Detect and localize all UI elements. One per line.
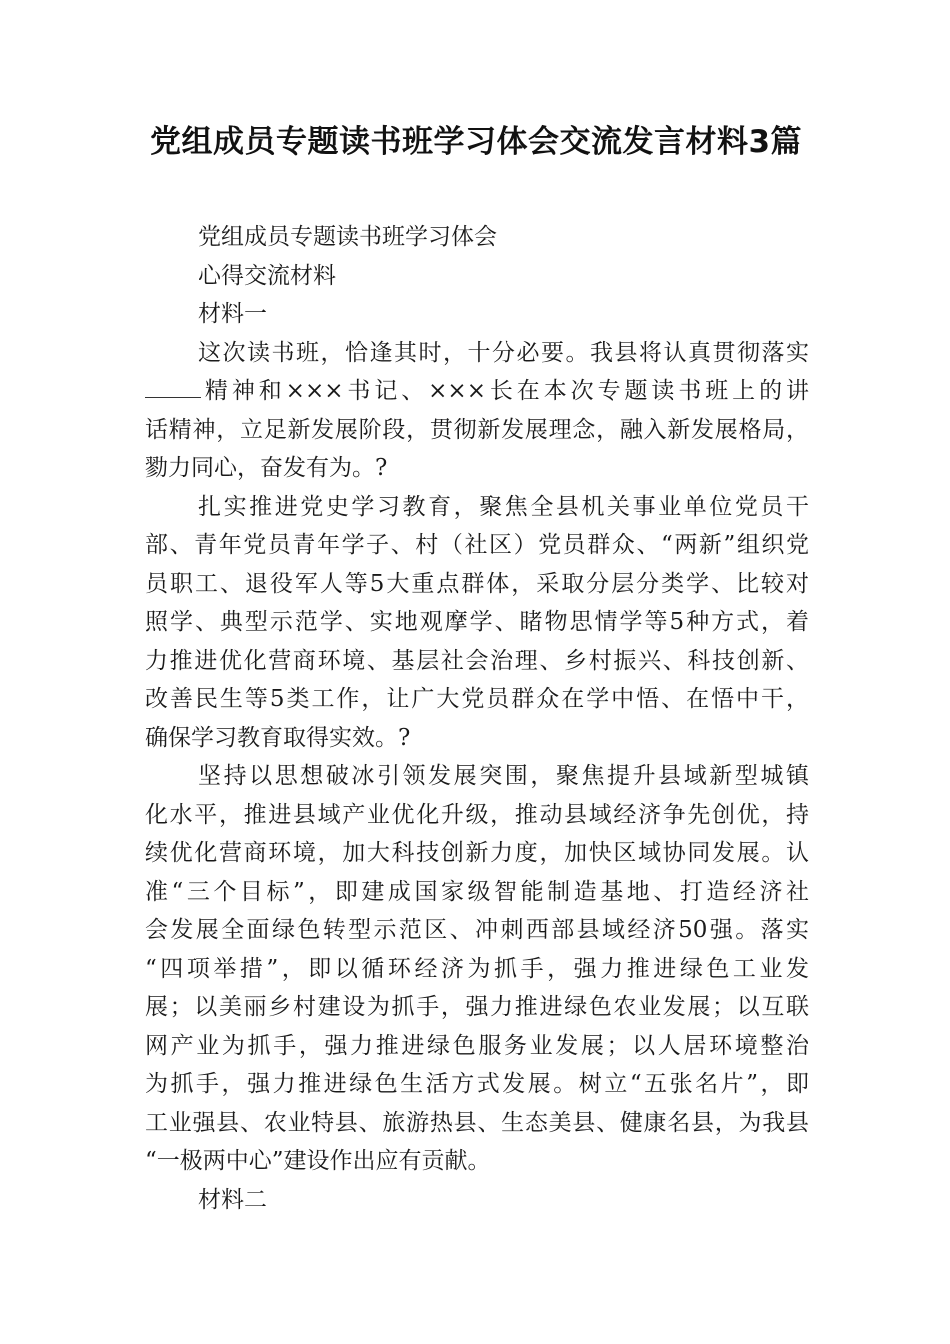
paragraph-3-line-1: 坚持以思想破冰引领发展突围，聚焦提升县域新型城镇 <box>198 763 809 789</box>
paragraph-2-line-5: 力推进优化营商环境、基层社会治理、乡村振兴、科技创新、 <box>145 647 809 674</box>
paragraph-3-line-5: 会发展全面绿色转型示范区、冲刺西部县域经济50强。落实 <box>145 917 809 943</box>
paragraph-1-line-3: 话精神，立足新发展阶段，贯彻新发展理念，融入新发展格局， <box>145 416 809 443</box>
subtitle-line-2: 心得交流材料 <box>198 262 336 289</box>
paragraph-2-line-6: 改善民生等5类工作，让广大党员群众在学中悟、在悟中干， <box>145 686 809 712</box>
paragraph-3-line-11: “一极两中心”建设作出应有贡献。 <box>145 1148 491 1174</box>
paragraph-2-line-4: 照学、典型示范学、实地观摩学、睹物思情学等5种方式，着 <box>145 609 809 635</box>
paragraph-3-line-6: “四项举措”，即以循环经济为抓手，强力推进绿色工业发 <box>145 955 809 982</box>
paragraph-3-line-2: 化水平，推进县域产业优化升级，推动县域经济争先创优，持 <box>145 801 809 828</box>
paragraph-1-line-2-text: 精神和×××书记、×××长在本次专题读书班上的讲 <box>201 378 809 404</box>
fill-in-blank <box>145 377 201 398</box>
paragraph-3-line-9: 为抓手，强力推进绿色生活方式发展。树立“五张名片”，即 <box>145 1071 809 1097</box>
paragraph-2-line-1: 扎实推进党史学习教育，聚焦全县机关事业单位党员干 <box>198 493 809 520</box>
paragraph-3-line-7: 展；以美丽乡村建设为抓手，强力推进绿色农业发展；以互联 <box>145 994 809 1020</box>
paragraph-3-line-10: 工业强县、农业特县、旅游热县、生态美县、健康名县，为我县 <box>145 1109 809 1136</box>
paragraph-3-line-8: 网产业为抓手，强力推进绿色服务业发展；以人居环境整治 <box>145 1032 809 1059</box>
paragraph-1-line-4: 勠力同心，奋发有为。? <box>145 455 388 481</box>
document-title: 党组成员专题读书班学习体会交流发言材料3篇 <box>149 124 803 160</box>
section-label-1: 材料一 <box>198 301 267 327</box>
paragraph-2-line-3: 员职工、退役军人等5大重点群体，采取分层分类学、比较对 <box>145 570 809 597</box>
paragraph-2-line-2: 部、青年党员青年学子、村（社区）党员群众、“两新”组织党 <box>145 532 809 558</box>
paragraph-1-line-1: 这次读书班，恰逢其时，十分必要。我县将认真贯彻落实 <box>198 339 809 366</box>
document-body <box>145 218 809 1219</box>
paragraph-1-line-2 <box>145 372 809 411</box>
paragraph-3-line-4: 准“三个目标”，即建成国家级智能制造基地、打造经济社 <box>145 878 809 905</box>
section-label-2: 材料二 <box>198 1186 267 1213</box>
paragraph-2-line-7: 确保学习教育取得实效。? <box>145 724 411 751</box>
subtitle-line-1: 党组成员专题读书班学习体会 <box>198 224 497 250</box>
paragraph-3-line-3: 续优化营商环境，加大科技创新力度，加快区域协同发展。认 <box>145 840 809 866</box>
